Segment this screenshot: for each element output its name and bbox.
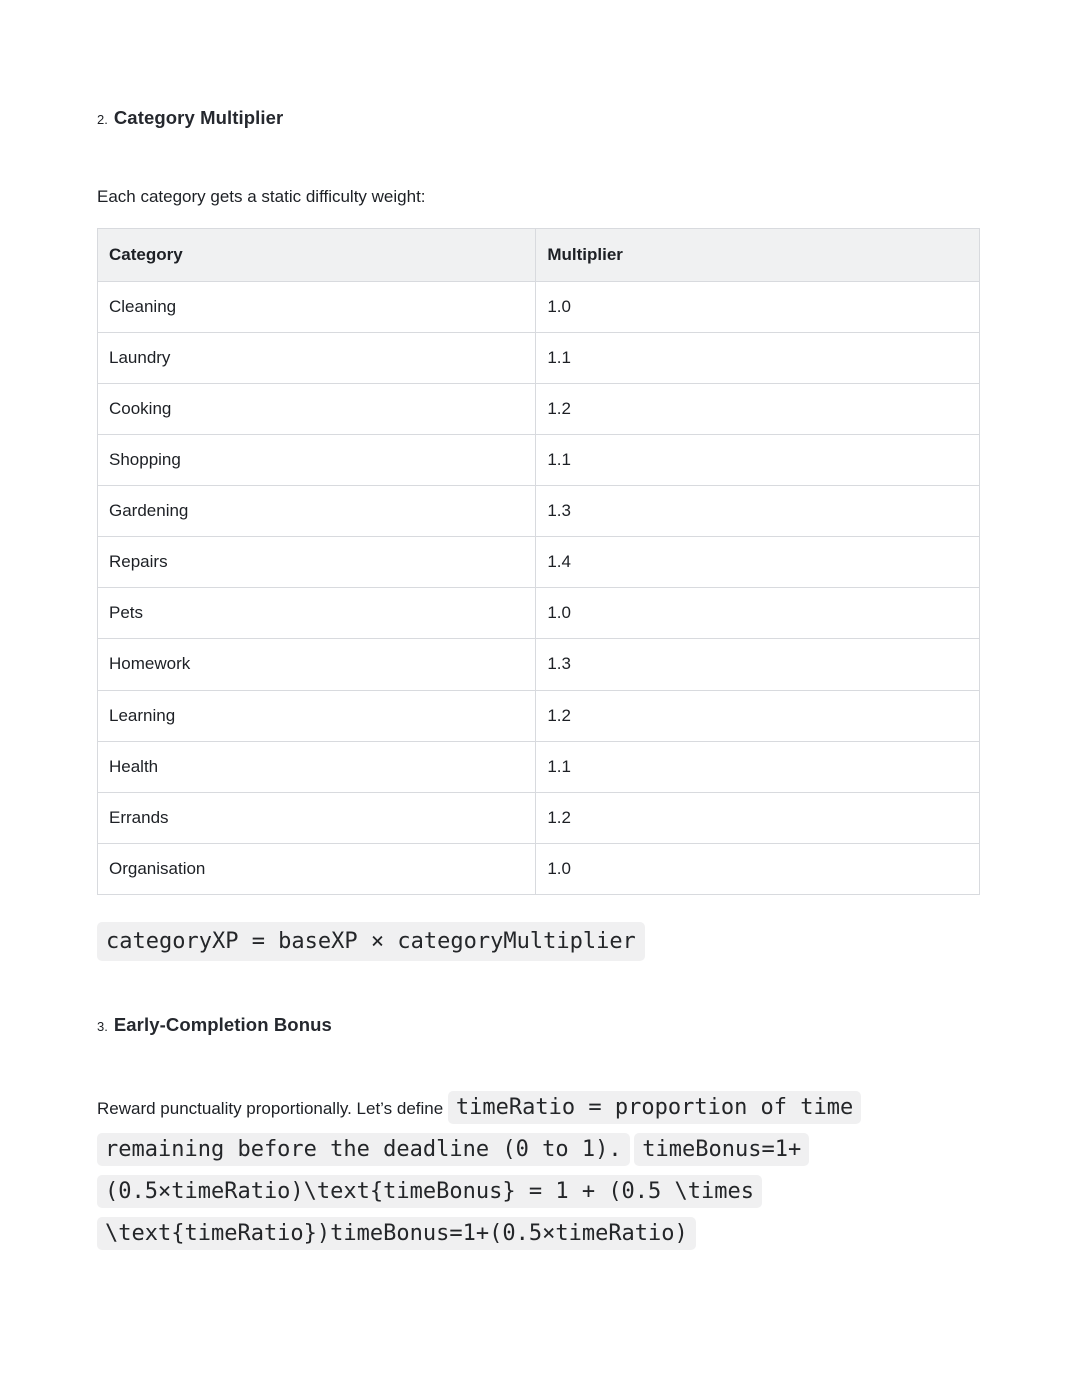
category-xp-formula-code: categoryXP = baseXP × categoryMultiplier <box>97 922 645 961</box>
multiplier-cell: 1.3 <box>536 486 980 537</box>
section-2-heading <box>97 106 980 130</box>
multiplier-cell: 1.0 <box>536 588 980 639</box>
category-cell: Homework <box>98 639 536 690</box>
inline-code: timeBonus=1+(0.5×timeRatio)\text{timeBonus} = 1 + (0.5 \times \text{timeRatio})timeBonus=1+(0.5×timeRatio) <box>97 1133 809 1250</box>
section-2-number: 2. <box>97 112 108 127</box>
multiplier-cell: 1.1 <box>536 741 980 792</box>
table-row <box>98 690 980 741</box>
category-cell: Cleaning <box>98 282 536 333</box>
multiplier-cell: 1.2 <box>536 384 980 435</box>
category-cell: Organisation <box>98 843 536 894</box>
section-3-paragraph <box>97 1087 980 1255</box>
table-row <box>98 384 980 435</box>
table-row <box>98 537 980 588</box>
table-row <box>98 333 980 384</box>
category-cell: Learning <box>98 690 536 741</box>
multiplier-cell: 1.0 <box>536 282 980 333</box>
section-2-title: Category Multiplier <box>113 107 284 128</box>
table-row <box>98 639 980 690</box>
multiplier-cell: 1.4 <box>536 537 980 588</box>
category-cell: Errands <box>98 792 536 843</box>
table-row <box>98 435 980 486</box>
multiplier-cell: 1.1 <box>536 435 980 486</box>
section-3-number: 3. <box>97 1018 108 1034</box>
category-cell: Health <box>98 741 536 792</box>
inline-code: timeRatio = proportion of time remaining before the deadline (0 to 1). <box>97 1091 861 1166</box>
category-cell: Shopping <box>98 435 536 486</box>
section-3-title: Early-Completion Bonus <box>113 1013 332 1035</box>
section-2-intro-paragraph: Each category gets a static difficulty weight: <box>97 187 426 206</box>
table-row <box>98 588 980 639</box>
multiplier-cell: 1.0 <box>536 843 980 894</box>
table-row <box>98 486 980 537</box>
table-row <box>98 792 980 843</box>
table-header-category: Category <box>98 229 536 282</box>
category-cell: Pets <box>98 588 536 639</box>
multiplier-cell: 1.2 <box>536 792 980 843</box>
category-cell: Gardening <box>98 486 536 537</box>
category-multiplier-table <box>97 228 980 895</box>
section-3-heading <box>97 1013 980 1037</box>
multiplier-cell: 1.2 <box>536 690 980 741</box>
table-header-row <box>98 229 980 282</box>
table-row <box>98 741 980 792</box>
paragraph-text: Reward punctuality proportionally. Let’s define <box>97 1098 448 1118</box>
table-row <box>98 843 980 894</box>
category-cell: Laundry <box>98 333 536 384</box>
category-xp-formula-paragraph <box>97 928 980 954</box>
table-header-multiplier: Multiplier <box>536 229 980 282</box>
category-cell: Repairs <box>98 537 536 588</box>
category-cell: Cooking <box>98 384 536 435</box>
table-row <box>98 282 980 333</box>
multiplier-cell: 1.3 <box>536 639 980 690</box>
multiplier-cell: 1.1 <box>536 333 980 384</box>
